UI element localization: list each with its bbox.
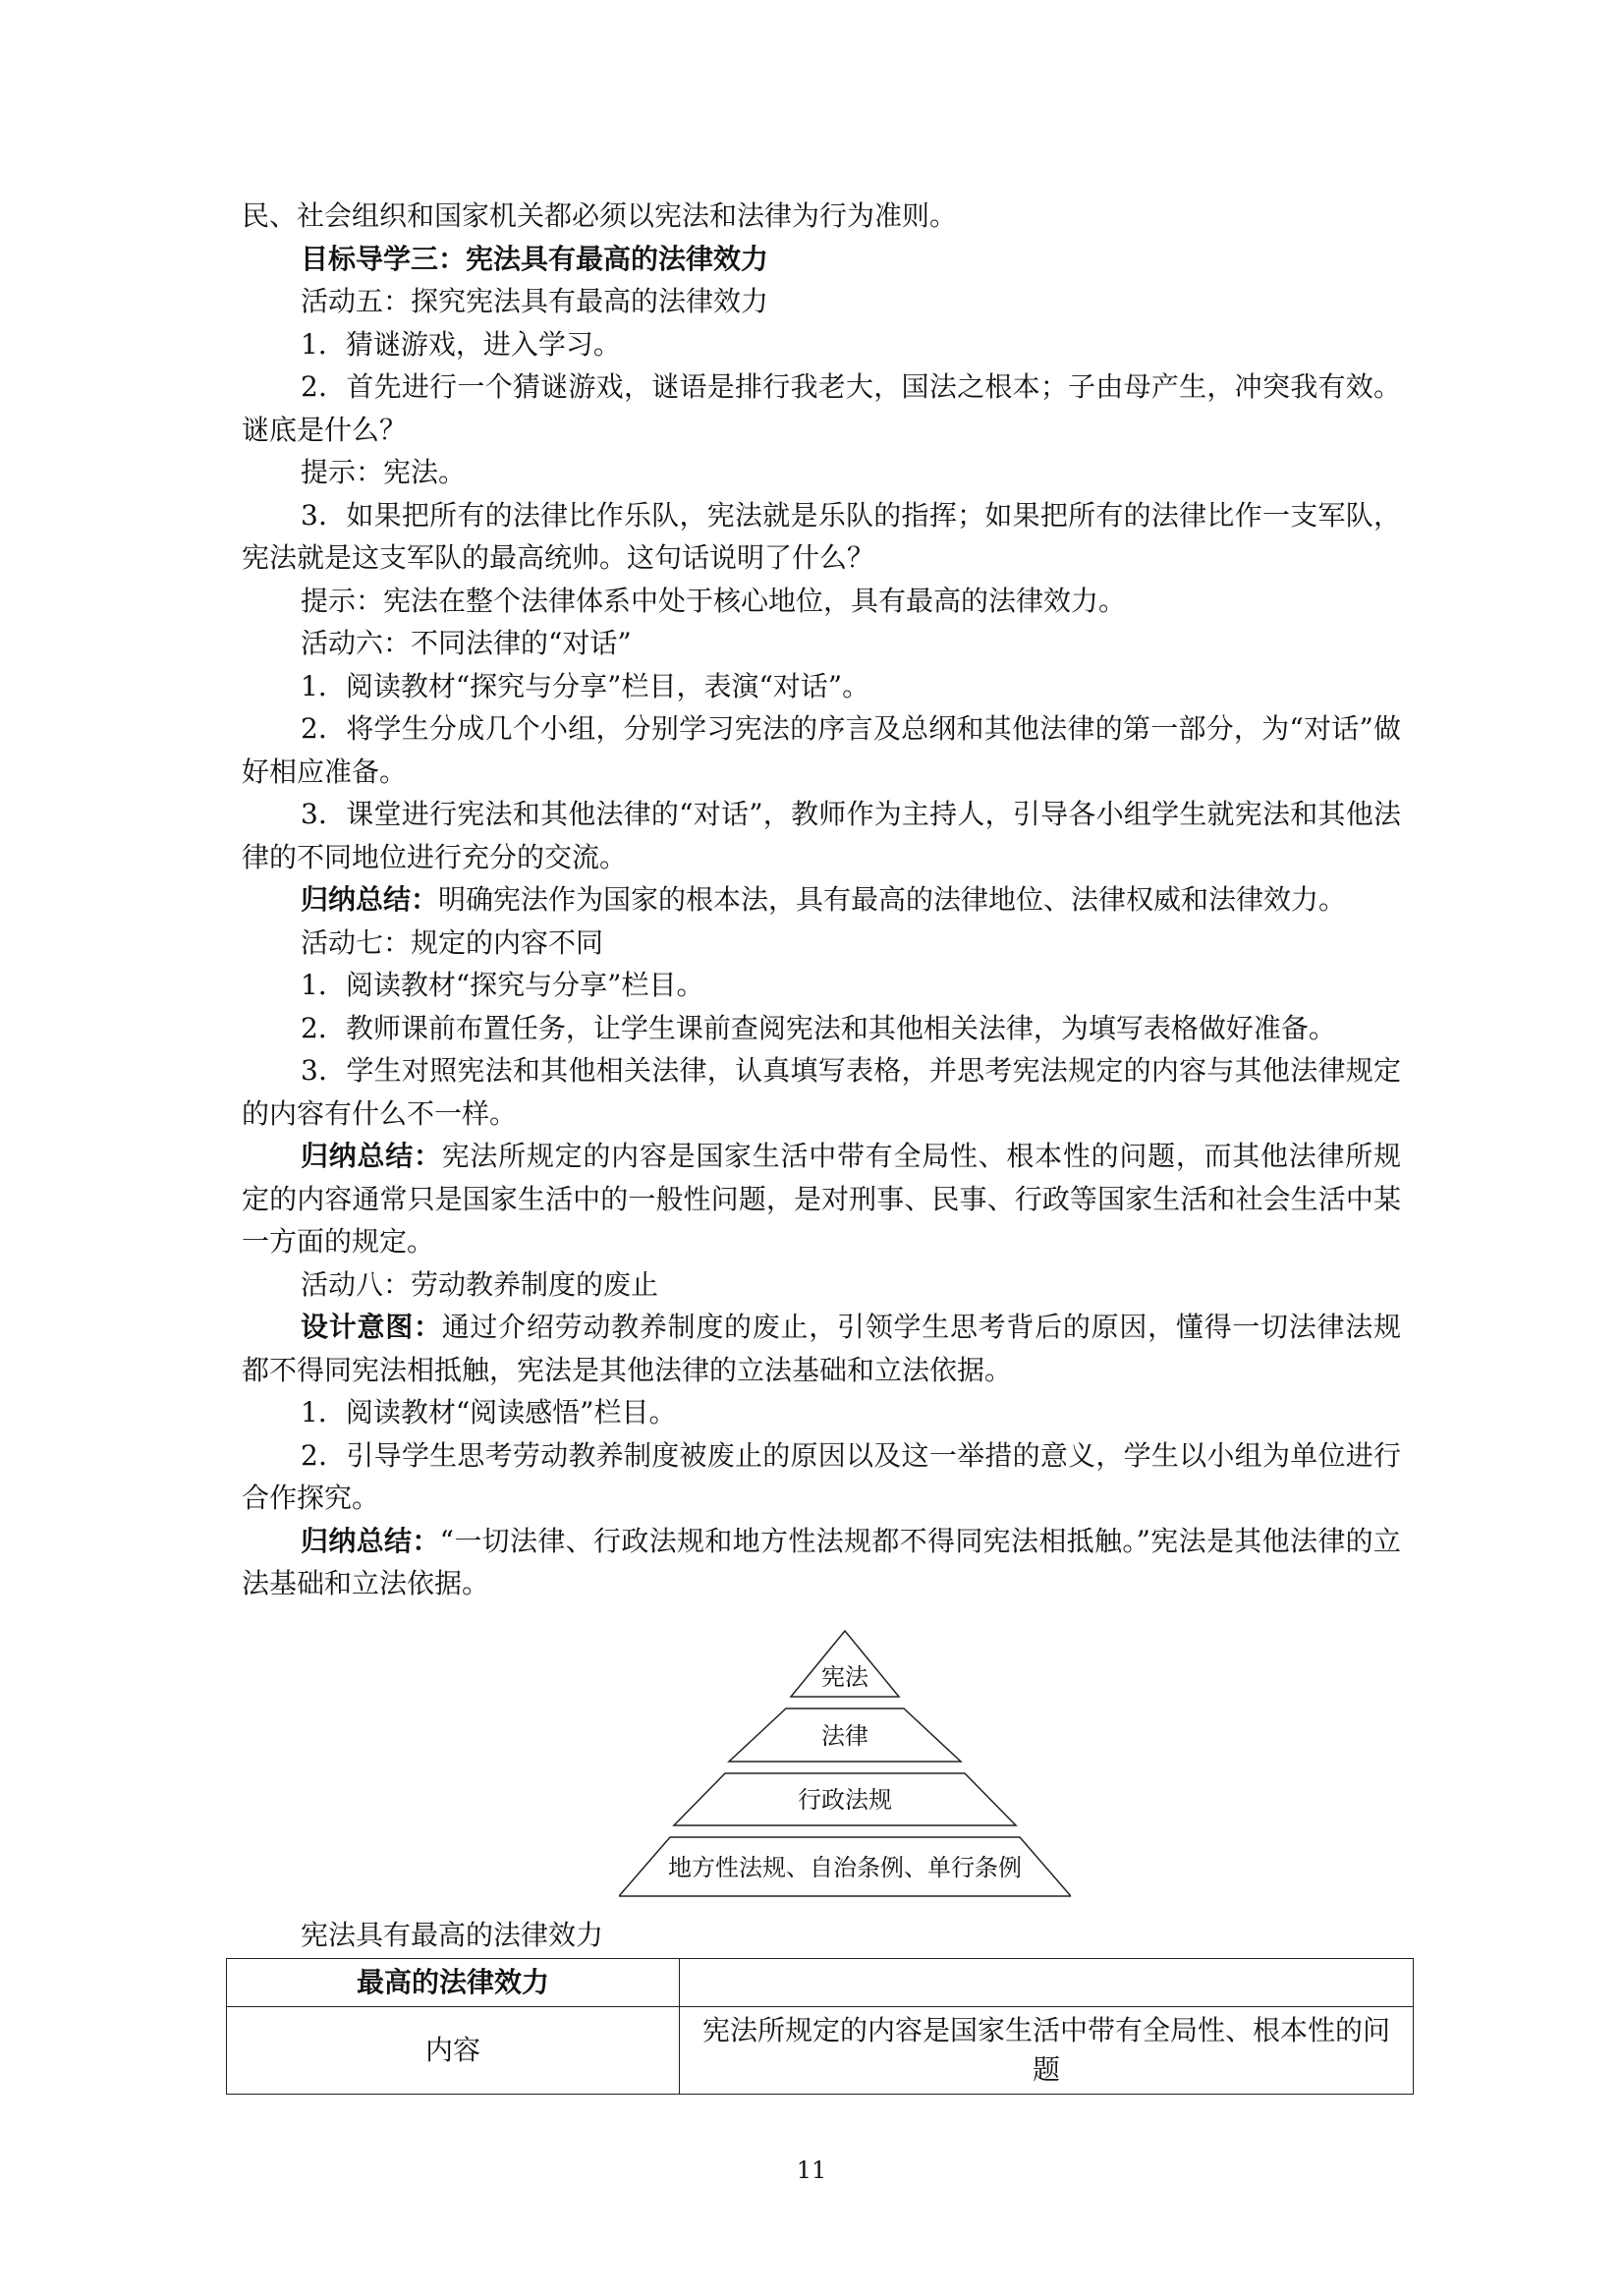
paragraph-21: 2．引导学生思考劳动教养制度被废止的原因以及这一举措的意义，学生以小组为单位进行合作探究。 — [242, 1438, 1401, 1514]
paragraph-4: 2．首先进行一个猜谜游戏，谜语是排行我老大，国法之根本；子由母产生，冲突我有效。谜底是什么？ — [242, 370, 1401, 446]
paragraph-14: 1．阅读教材“探究与分享”栏目。 — [301, 969, 704, 1001]
law-hierarchy-pyramid — [619, 1626, 1071, 1901]
summary-12: 归纳总结：明确宪法作为国家的根本法，具有最高的法律地位、法律权威和法律效力。 — [301, 883, 1347, 916]
section-heading: 目标导学三：宪法具有最高的法律效力 — [301, 242, 769, 275]
design-intent-19: 设计意图：通过介绍劳动教养制度的废止，引领学生思考背后的原因，懂得一切法律法规都不得同宪法相抵触，宪法是其他法律的立法基础和立法依据。 — [242, 1311, 1401, 1386]
table-caption: 宪法具有最高的法律效力 — [301, 1919, 604, 1951]
activity-heading: 活动七：规定的内容不同 — [301, 925, 604, 959]
table-cell — [680, 1959, 1414, 2007]
body-text — [242, 195, 1401, 1605]
pyramid-tier-2: 法律 — [821, 1722, 868, 1750]
effect-table — [226, 1958, 1414, 2095]
summary-17: 归纳总结：宪法所规定的内容是国家生活中带有全局性、根本性的问题，而其他法律所规定的内容通常只是国家生活中的一般性问题，是对刑事、民事、行政等国家生活和社会生活中某一方面的规定。 — [242, 1140, 1401, 1258]
paragraph-9: 1．阅读教材“探究与分享”栏目，表演“对话”。 — [301, 669, 870, 702]
pyramid-tier-4: 地方性法规、自治条例、单行条例 — [668, 1854, 1022, 1881]
summary-22: 归纳总结：“一切法律、行政法规和地方性法规都不得同宪法相抵触。”宪法是其他法律的立法基础和立法依据。 — [242, 1524, 1401, 1599]
paragraph-11: 3．课堂进行宪法和其他法律的“对话”，教师作为主持人，引导各小组学生就宪法和其他法律的不同地位进行充分的交流。 — [242, 798, 1401, 873]
table-cell: 内容 — [227, 2007, 680, 2095]
paragraph-10: 2．将学生分成几个小组，分别学习宪法的序言及总纲和其他法律的第一部分，为“对话”做好相应准备。 — [242, 712, 1401, 788]
page-number: 11 — [796, 2156, 827, 2184]
paragraph-0: 民、社会组织和国家机关都必须以宪法和法律为行为准则。 — [242, 199, 958, 232]
activity-heading: 活动八：劳动教养制度的废止 — [301, 1267, 659, 1301]
paragraph-3: 1．猜谜游戏，进入学习。 — [301, 327, 621, 361]
pyramid-tier-3: 行政法规 — [798, 1786, 892, 1814]
activity-heading: 活动六：不同法律的“对话” — [301, 627, 632, 659]
hint-5: 提示：宪法。 — [301, 456, 467, 488]
hint-7: 提示：宪法在整个法律体系中处于核心地位，具有最高的法律效力。 — [301, 584, 1127, 617]
table-row — [227, 2007, 1414, 2095]
paragraph-15: 2．教师课前布置任务，让学生课前查阅宪法和其他相关法律，为填写表格做好准备。 — [301, 1011, 1336, 1044]
paragraph-16: 3．学生对照宪法和其他相关法律，认真填写表格，并思考宪法规定的内容与其他法律规定的内容有什么不一样。 — [242, 1054, 1401, 1130]
pyramid-tier-1: 宪法 — [821, 1663, 868, 1691]
table-cell: 最高的法律效力 — [227, 1959, 680, 2007]
paragraph-20: 1．阅读教材“阅读感悟”栏目。 — [301, 1396, 677, 1428]
paragraph-6: 3．如果把所有的法律比作乐队，宪法就是乐队的指挥；如果把所有的法律比作一支军队，宪法就是这支军队的最高统帅。这句话说明了什么？ — [242, 498, 1401, 574]
table-row — [227, 1959, 1414, 2007]
table-cell: 宪法所规定的内容是国家生活中带有全局性、根本性的问题 — [680, 2007, 1414, 2095]
activity-heading: 活动五：探究宪法具有最高的法律效力 — [301, 285, 769, 317]
